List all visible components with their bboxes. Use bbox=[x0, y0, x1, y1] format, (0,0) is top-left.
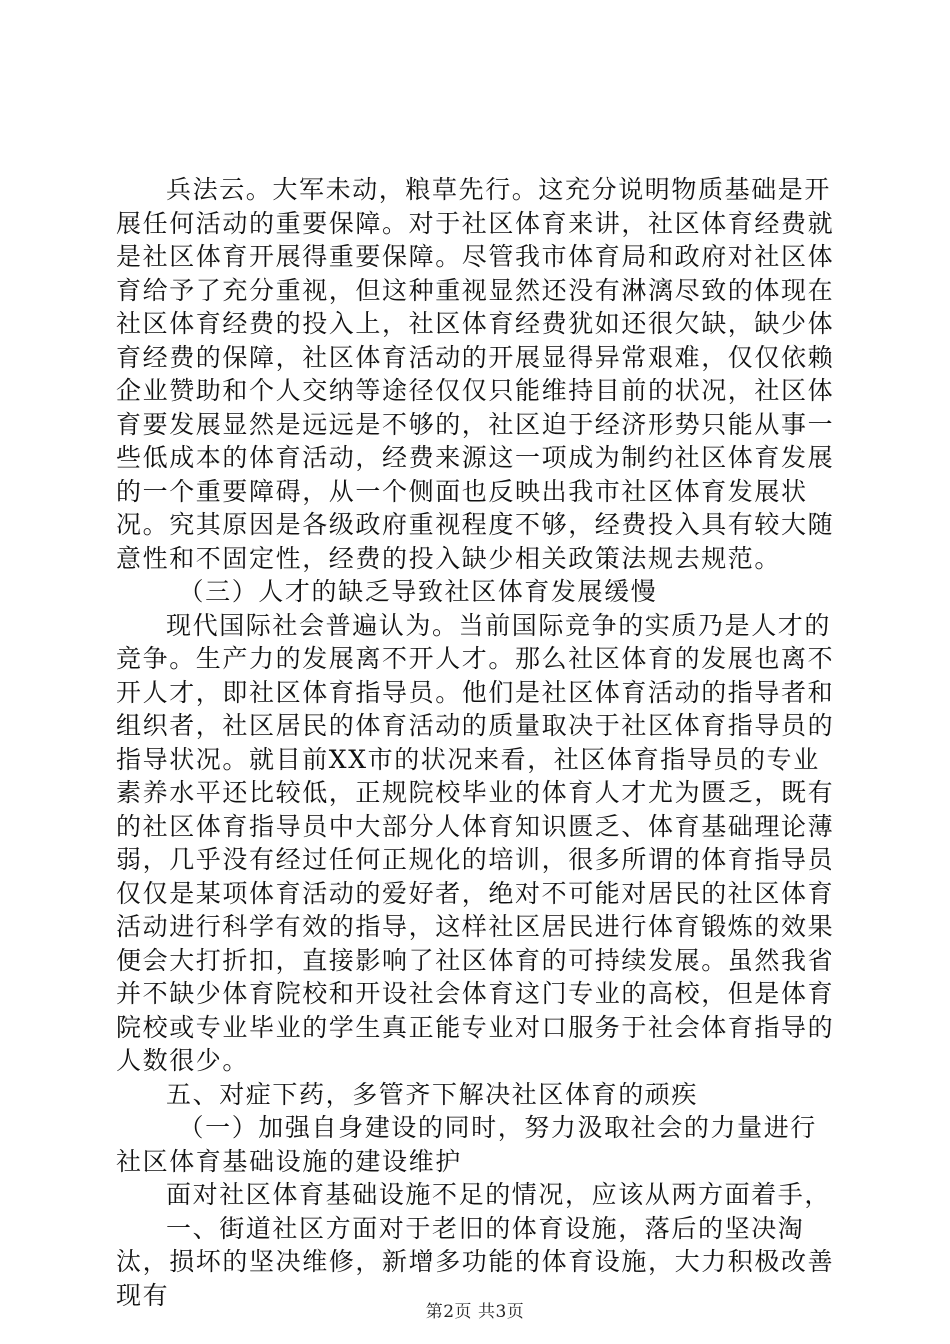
subsection-heading-facilities: （一）加强自身建设的同时，努力汲取社会的力量进行社区体育基础设施的建设维护 bbox=[116, 1113, 817, 1176]
paragraph-street-community: 一、街道社区方面对于老旧的体育设施，落后的坚决淘汰，损坏的坚决维修，新增多功能的体育设施，大力积极改善现有 bbox=[116, 1213, 835, 1310]
paragraph-funding: 兵法云。大军未动，粮草先行。这充分说明物质基础是开展任何活动的重要保障。对于社区体育来讲，社区体育经费就是社区体育开展得重要保障。尽管我市体育局和政府对社区体育给予了充分重视，但这种重视显然还没有淋漓尽致的体现在社区体育经费的投入上，社区体育经费犹如还很欠缺，缺少体育经费的保障，社区体育活动的开展显得异常艰难，仅仅依赖企业赞助和个人交纳等途径仅仅只能维持目前的状况，社区体育要发展显然是远远是不够的，社区迫于经济形势只能从事一些低成本的体育活动，经费来源这一项成为制约社区体育发展的一个重要障碍，从一个侧面也反映出我市社区体育发展状况。究其原因是各级政府重视程度不够，经费投入具有较大随意性和不固定性，经费的投入缺少相关政策法规去规范。 bbox=[116, 175, 835, 573]
paragraph-facilities-intro: 面对社区体育基础设施不足的情况，应该从两方面着手， bbox=[166, 1180, 832, 1209]
page-number-footer: 第2页 共3页 bbox=[425, 1302, 525, 1322]
paragraph-talent: 现代国际社会普遍认为。当前国际竞争的实质乃是人才的竞争。生产力的发展离不开人才。那么社区体育的发展也离不开人才，即社区体育指导员。他们是社区体育活动的指导者和组织者，社区居民的体育活动的质量取决于社区体育指导员的指导状况。就目前XX市的状况来看，社区体育指导员的专业素养水平还比较低，正规院校毕业的体育人才尤为匮乏，既有的社区体育指导员中大部分人体育知识匮乏、体育基础理论薄弱，几乎没有经过任何正规化的培训，很多所谓的体育指导员仅仅是某项体育活动的爱好者，绝对不可能对居民的社区体育活动进行科学有效的指导，这样社区居民进行体育锻炼的效果便会大打折扣，直接影响了社区体育的可持续发展。虽然我省并不缺少体育院校和开设社会体育这门专业的高校，但是体育院校或专业毕业的学生真正能专业对口服务于社会体育指导的人数很少。 bbox=[116, 610, 835, 1075]
document-body bbox=[116, 173, 836, 1312]
section-heading-solutions: 五、对症下药，多管齐下解决社区体育的顽疾 bbox=[166, 1079, 699, 1109]
section-heading-talent: （三）人才的缺乏导致社区体育发展缓慢 bbox=[178, 577, 658, 606]
